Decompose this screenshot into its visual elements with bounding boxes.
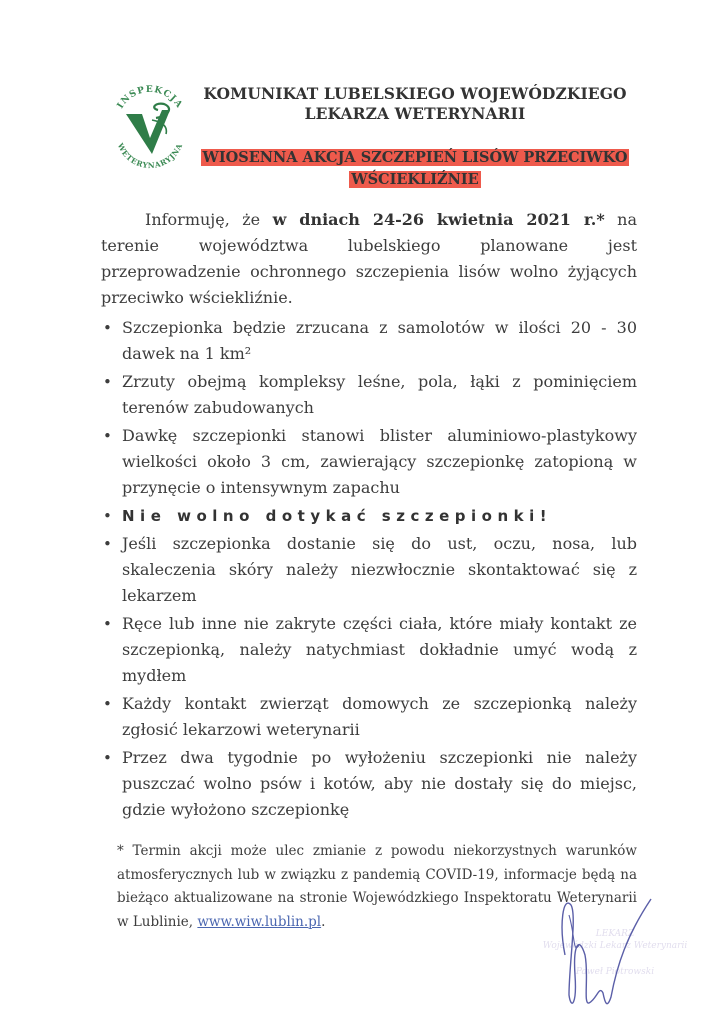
logo-top-text: INSPEKCJA <box>115 84 185 111</box>
list-item-text: Zrzuty obejmą kompleksy leśne, pola, łąki z pominięciem terenów zabudowanych <box>122 372 637 417</box>
document-body <box>101 207 637 825</box>
subtitle-line2: WŚCIEKLIŹNIE <box>351 171 479 188</box>
svg-text:INSPEKCJA <box>116 85 185 111</box>
warning-text: Nie wolno dotykać szczepionki! <box>122 507 553 525</box>
signature-icon <box>555 885 665 1025</box>
document-title-line1: KOMUNIKAT LUBELSKIEGO WOJEWÓDZKIEGO <box>203 84 627 103</box>
veterinary-inspection-logo <box>108 76 192 176</box>
intro-after: na terenie województwa lubelskiego planowane jest przeprowadzenie ochronnego szczepienia lisów wolno żyjących przeciwko wściekliźnie. <box>101 210 638 307</box>
website-link[interactable]: www.wiw.lublin.pl <box>197 913 322 930</box>
bullet-icon: • <box>103 427 112 445</box>
list-item-text: Dawkę szczepionki stanowi blister aluminiowo-plastykowy wielkości około 3 cm, zawierający szczepionkę zatopioną w przynęcie o intensywnym zapachu <box>122 426 637 497</box>
document-title-line2: LEKARZA WETERYNARII <box>304 104 526 123</box>
bullet-icon: • <box>103 535 112 553</box>
logo-bottom-text: WETERYNARYJNA <box>115 141 185 171</box>
list-item <box>101 315 637 367</box>
bullet-icon: • <box>103 615 112 633</box>
highlighted-subtitle <box>200 146 630 190</box>
list-item-text: Szczepionka będzie zrzucana z samolotów w ilości 20 - 30 dawek na 1 km² <box>122 318 637 363</box>
list-item <box>101 691 637 743</box>
list-item <box>101 423 637 501</box>
document-header <box>200 84 630 190</box>
subtitle-line1: WIOSENNA AKCJA SZCZEPIEŃ LISÓW PRZECIWKO <box>202 149 628 166</box>
bullet-icon: • <box>103 695 112 713</box>
list-item-warning <box>101 503 637 529</box>
intro-before: Informuję, że <box>145 210 273 229</box>
list-item <box>101 745 637 823</box>
list-item-text: Każdy kontakt zwierząt domowych ze szczepionką należy zgłosić lekarzowi weterynarii <box>122 694 637 739</box>
logo-emblem-icon <box>108 76 192 176</box>
intro-paragraph <box>101 207 637 311</box>
list-item-text: Przez dwa tygodnie po wyłożeniu szczepionki nie należy puszczać wolno psów i kotów, aby nie dostały się do miejsc, gdzie wyłożono szczepionkę <box>122 748 637 819</box>
list-item <box>101 369 637 421</box>
handwritten-signature <box>555 885 665 1025</box>
footnote-text: * Termin akcji może ulec zmianie z powodu niekorzystnych warunków atmosferycznych lub w związku z pandemią COVID-19, informacje będą na bieżąco aktualizowane na stronie Wojewódzkiego Inspektoratu Weterynarii w Lublinie, <box>117 843 637 930</box>
list-item-text: Jeśli szczepionka dostanie się do ust, oczu, nosa, lub skaleczenia skóry należy niezwłocznie skontaktować się z lekarzem <box>122 534 637 605</box>
list-item <box>101 611 637 689</box>
list-item-text: Ręce lub inne nie zakryte części ciała, które miały kontakt ze szczepionką, należy natychmiast dokładnie umyć wodą z mydłem <box>122 614 637 685</box>
stamp-line2: Wojewódzki Lekarz Weterynarii <box>542 941 688 951</box>
intro-dates: w dniach 24-26 kwietnia 2021 r.* <box>272 210 605 229</box>
bullet-list <box>101 315 637 823</box>
bullet-icon: • <box>103 749 112 767</box>
bullet-icon: • <box>103 507 112 525</box>
stamp-line3: Paweł Piotrowski <box>575 967 655 977</box>
footnote-end: . <box>321 913 326 930</box>
list-item <box>101 531 637 609</box>
bullet-icon: • <box>103 373 112 391</box>
stamp-line1: LEKARZ <box>595 929 635 939</box>
bullet-icon: • <box>103 319 112 337</box>
